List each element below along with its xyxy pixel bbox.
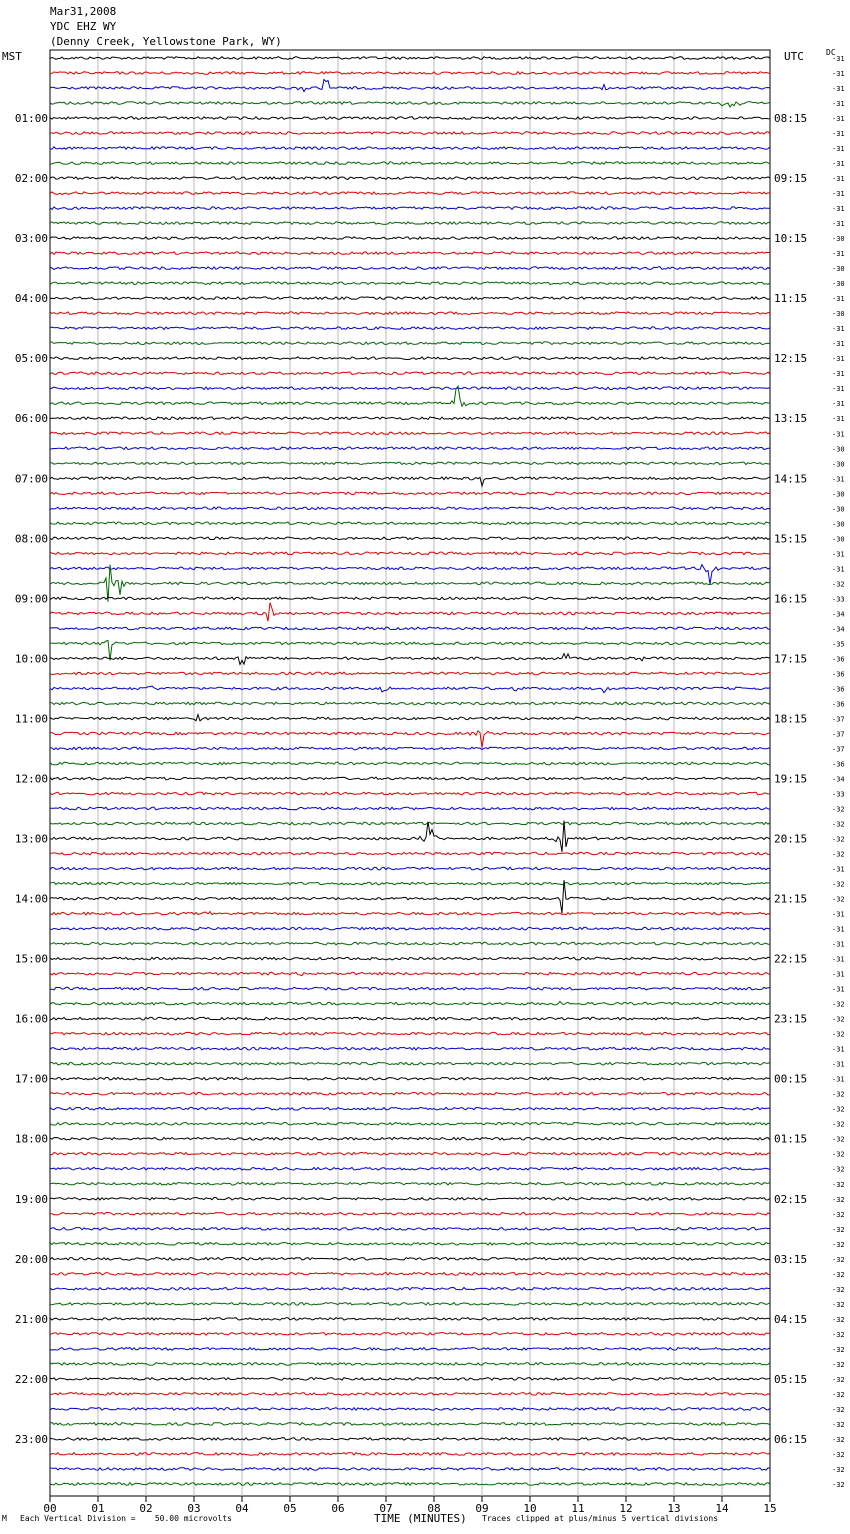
trace-line bbox=[50, 1092, 770, 1095]
dc-offset-label: -37 bbox=[832, 745, 845, 754]
dc-offset-label: -32 bbox=[832, 835, 845, 844]
trace-line bbox=[50, 177, 770, 180]
trace-line bbox=[50, 957, 770, 960]
trace-line bbox=[50, 762, 770, 765]
dc-offset-label: -30 bbox=[832, 445, 845, 454]
left-hour-label: 03:00 bbox=[14, 232, 48, 246]
dc-offset-label: -32 bbox=[832, 1300, 845, 1309]
right-hour-label: 02:15 bbox=[774, 1192, 808, 1206]
left-hour-label: 02:00 bbox=[14, 172, 48, 186]
trace-line bbox=[50, 1393, 770, 1396]
right-hour-label: 15:15 bbox=[774, 532, 808, 546]
dc-offset-label: -31 bbox=[832, 475, 845, 484]
trace-line bbox=[50, 686, 770, 693]
dc-offset-label: -32 bbox=[832, 1330, 845, 1339]
dc-offset-label: -31 bbox=[832, 250, 845, 259]
dc-offset-label: -32 bbox=[832, 1420, 845, 1429]
dc-offset-label: -31 bbox=[832, 550, 845, 559]
dc-offset-label: -31 bbox=[832, 205, 845, 214]
trace-line bbox=[50, 654, 770, 665]
dc-offset-label: -32 bbox=[832, 1465, 845, 1474]
trace-line bbox=[50, 715, 770, 721]
dc-offset-label: -31 bbox=[832, 100, 845, 109]
left-hour-label: 05:00 bbox=[14, 352, 48, 366]
trace-group bbox=[50, 57, 770, 1486]
right-hour-label: 12:15 bbox=[774, 352, 808, 366]
x-tick-label: 05 bbox=[283, 1502, 297, 1515]
dc-offset-label: -30 bbox=[832, 460, 845, 469]
dc-offset-label: -32 bbox=[832, 1180, 845, 1189]
trace-line bbox=[50, 1273, 770, 1276]
dc-offset-label: -36 bbox=[832, 760, 845, 769]
trace-line bbox=[50, 565, 770, 584]
trace-line bbox=[50, 777, 770, 780]
trace-line bbox=[50, 1168, 770, 1171]
dc-offset-label: -31 bbox=[832, 910, 845, 919]
trace-line bbox=[50, 522, 770, 525]
header-location: (Denny Creek, Yellowstone Park, WY) bbox=[50, 35, 282, 48]
dc-offset-label: -31 bbox=[832, 1060, 845, 1069]
dc-offset-label: -32 bbox=[832, 1000, 845, 1009]
trace-line bbox=[50, 852, 770, 855]
dc-offset-label: -33 bbox=[832, 790, 845, 799]
trace-line bbox=[50, 672, 770, 675]
dc-offset-label: -31 bbox=[832, 160, 845, 169]
trace-line bbox=[50, 237, 770, 240]
dc-offset-label: -31 bbox=[832, 55, 845, 63]
trace-line bbox=[50, 1318, 770, 1321]
trace-line bbox=[50, 252, 770, 255]
left-hour-label: 18:00 bbox=[14, 1132, 48, 1146]
trace-line bbox=[50, 267, 770, 270]
left-hour-label: 17:00 bbox=[14, 1072, 48, 1086]
x-tick-label: 04 bbox=[235, 1502, 249, 1515]
left-hour-label: 14:00 bbox=[14, 892, 48, 906]
left-hour-label: 06:00 bbox=[14, 412, 48, 426]
trace-line bbox=[50, 1453, 770, 1456]
dc-offset-label: -34 bbox=[832, 610, 845, 619]
left-hour-label: 11:00 bbox=[14, 712, 48, 726]
x-tick-label: 03 bbox=[187, 1502, 201, 1515]
dc-offset-label: -32 bbox=[832, 1360, 845, 1369]
dc-offset-label: -32 bbox=[832, 850, 845, 859]
dc-offset-label: -31 bbox=[832, 1075, 845, 1084]
dc-offset-label: -32 bbox=[832, 1405, 845, 1414]
trace-line bbox=[50, 132, 770, 135]
dc-offset-label: -31 bbox=[832, 325, 845, 334]
dc-offset-label: -36 bbox=[832, 655, 845, 664]
x-tick-label: 09 bbox=[475, 1502, 489, 1515]
right-hour-label: 17:15 bbox=[774, 652, 808, 666]
trace-line bbox=[50, 1047, 770, 1050]
trace-line bbox=[50, 1001, 770, 1005]
trace-line bbox=[50, 972, 770, 975]
dc-offset-label: -37 bbox=[832, 715, 845, 724]
dc-offset-label: -30 bbox=[832, 520, 845, 529]
dc-offset-label: -32 bbox=[832, 1315, 845, 1324]
trace-line bbox=[50, 867, 770, 870]
trace-line bbox=[50, 387, 770, 390]
dc-offset-label: -31 bbox=[832, 295, 845, 304]
left-hour-label: 22:00 bbox=[14, 1372, 48, 1386]
trace-line bbox=[50, 821, 770, 852]
dc-offset-label: -33 bbox=[832, 595, 845, 604]
dc-offset-label: -31 bbox=[832, 865, 845, 874]
dc-offset-label: -30 bbox=[832, 280, 845, 289]
right-hour-label: 16:15 bbox=[774, 592, 808, 606]
trace-line bbox=[50, 207, 770, 210]
trace-line bbox=[50, 1107, 770, 1110]
trace-line bbox=[50, 927, 770, 930]
trace-line bbox=[50, 1062, 770, 1065]
header-station: YDC EHZ WY bbox=[50, 20, 117, 33]
dc-offset-label: -32 bbox=[832, 1270, 845, 1279]
dc-offset-label: -32 bbox=[832, 880, 845, 889]
right-hour-label: 04:15 bbox=[774, 1312, 808, 1326]
trace-line bbox=[50, 1183, 770, 1186]
dc-offset-label: -31 bbox=[832, 220, 845, 229]
trace-line bbox=[50, 57, 770, 60]
trace-line bbox=[50, 1032, 770, 1035]
dc-offset-label: -31 bbox=[832, 1045, 845, 1054]
dc-offset-label: -30 bbox=[832, 535, 845, 544]
dc-offset-label: -34 bbox=[832, 775, 845, 784]
dc-offset-label: -31 bbox=[832, 925, 845, 934]
dc-offset-label: -30 bbox=[832, 505, 845, 514]
x-tick-label: 12 bbox=[619, 1502, 633, 1515]
clip-note: Traces clipped at plus/minus 5 vertical divisions bbox=[482, 1514, 719, 1523]
trace-line bbox=[50, 72, 770, 75]
dc-offset-label: -32 bbox=[832, 1255, 845, 1264]
dc-offset-label: -31 bbox=[832, 130, 845, 139]
dc-offset-label: -31 bbox=[832, 940, 845, 949]
dc-offset-label: -32 bbox=[832, 1435, 845, 1444]
trace-line bbox=[50, 597, 770, 600]
x-tick-label: 13 bbox=[667, 1502, 681, 1515]
dc-offset-label: -32 bbox=[832, 1240, 845, 1249]
left-hour-label: 07:00 bbox=[14, 472, 48, 486]
dc-offset-label: -31 bbox=[832, 340, 845, 349]
trace-line bbox=[50, 1333, 770, 1336]
dc-offset-label: -31 bbox=[832, 355, 845, 364]
trace-line bbox=[50, 603, 770, 622]
dc-offset-label: -31 bbox=[832, 565, 845, 574]
right-hour-label: 19:15 bbox=[774, 772, 808, 786]
trace-line bbox=[50, 447, 770, 450]
x-tick-label: 02 bbox=[139, 1502, 153, 1515]
dc-offset-label: -31 bbox=[832, 385, 845, 394]
trace-line bbox=[50, 1303, 770, 1306]
dc-offset-label: -31 bbox=[832, 70, 845, 79]
trace-line bbox=[50, 1288, 770, 1291]
x-tick-label: 06 bbox=[331, 1502, 345, 1515]
dc-offset-label: -31 bbox=[832, 370, 845, 379]
dc-offset-label: -30 bbox=[832, 235, 845, 244]
left-hour-label: 21:00 bbox=[14, 1312, 48, 1326]
dc-offset-label: -32 bbox=[832, 895, 845, 904]
trace-line bbox=[50, 1243, 770, 1246]
trace-line bbox=[50, 342, 770, 345]
trace-line bbox=[50, 147, 770, 150]
x-tick-label: 00 bbox=[43, 1502, 57, 1515]
dc-offset-label: -32 bbox=[832, 1345, 845, 1354]
left-hour-label: 08:00 bbox=[14, 532, 48, 546]
trace-line bbox=[50, 507, 770, 510]
trace-line bbox=[50, 1348, 770, 1351]
dc-offset-label: -31 bbox=[832, 415, 845, 424]
trace-line bbox=[50, 565, 770, 602]
trace-line bbox=[50, 192, 770, 195]
trace-line bbox=[50, 702, 770, 705]
x-axis-label: TIME (MINUTES) bbox=[374, 1512, 467, 1525]
trace-line bbox=[50, 462, 770, 465]
left-hour-label: 15:00 bbox=[14, 952, 48, 966]
dc-offset-label: -32 bbox=[832, 580, 845, 589]
dc-offset-label: -31 bbox=[832, 970, 845, 979]
dc-offset-label: -31 bbox=[832, 175, 845, 184]
dc-offset-label: -37 bbox=[832, 730, 845, 739]
trace-line bbox=[50, 1213, 770, 1216]
dc-offset-label: -31 bbox=[832, 115, 845, 124]
dc-offset-label: -32 bbox=[832, 1225, 845, 1234]
left-hour-label: 04:00 bbox=[14, 292, 48, 306]
dc-offset-label: -30 bbox=[832, 490, 845, 499]
right-hour-label: 11:15 bbox=[774, 292, 808, 306]
trace-line bbox=[50, 477, 770, 486]
dc-offset-label: -32 bbox=[832, 1120, 845, 1129]
dc-offset-label: -32 bbox=[832, 1390, 845, 1399]
right-hour-label: 09:15 bbox=[774, 172, 808, 186]
left-hour-label: 19:00 bbox=[14, 1192, 48, 1206]
trace-line bbox=[50, 731, 770, 748]
right-hour-label: 05:15 bbox=[774, 1372, 808, 1386]
dc-offset-label: -31 bbox=[832, 85, 845, 94]
trace-line bbox=[50, 417, 770, 420]
trace-line bbox=[50, 1152, 770, 1155]
trace-line bbox=[50, 882, 770, 885]
left-hour-label: 13:00 bbox=[14, 832, 48, 846]
x-tick-label: 07 bbox=[379, 1502, 393, 1515]
right-hour-label: 23:15 bbox=[774, 1012, 808, 1026]
x-tick-label: 14 bbox=[715, 1502, 729, 1515]
plot-frame bbox=[50, 50, 770, 1496]
trace-line bbox=[50, 1363, 770, 1366]
dc-offset-label: -32 bbox=[832, 1165, 845, 1174]
trace-line bbox=[50, 1122, 770, 1125]
trace-line bbox=[50, 372, 770, 375]
trace-line bbox=[50, 912, 770, 915]
trace-line bbox=[50, 807, 770, 810]
dc-offset-label: -30 bbox=[832, 265, 845, 274]
trace-line bbox=[50, 792, 770, 795]
dc-offset-label: -36 bbox=[832, 700, 845, 709]
right-hour-label: 21:15 bbox=[774, 892, 808, 906]
trace-line bbox=[50, 1438, 770, 1441]
dc-offset-label: -32 bbox=[832, 1105, 845, 1114]
right-hour-label: 00:15 bbox=[774, 1072, 808, 1086]
x-tick-label: 15 bbox=[763, 1502, 777, 1515]
left-hour-label: 01:00 bbox=[14, 112, 48, 126]
trace-line bbox=[50, 492, 770, 495]
right-hour-label: 08:15 bbox=[774, 112, 808, 126]
right-hour-label: 20:15 bbox=[774, 832, 808, 846]
dc-offset-label: -34 bbox=[832, 625, 845, 634]
trace-line bbox=[50, 552, 770, 555]
left-zone-label: MST bbox=[2, 50, 22, 63]
trace-line bbox=[50, 942, 770, 945]
dc-label: DC bbox=[826, 48, 836, 57]
trace-line bbox=[50, 987, 770, 990]
corner-mark: M bbox=[2, 1514, 7, 1523]
trace-line bbox=[50, 537, 770, 540]
dc-offset-label: -36 bbox=[832, 670, 845, 679]
trace-line bbox=[50, 327, 770, 330]
dc-offset-label: -32 bbox=[832, 1150, 845, 1159]
trace-line bbox=[50, 1137, 770, 1140]
dc-offset-label: -31 bbox=[832, 985, 845, 994]
dc-offset-label: -32 bbox=[832, 1030, 845, 1039]
trace-line bbox=[50, 1017, 770, 1020]
right-hour-label: 06:15 bbox=[774, 1432, 808, 1446]
trace-line bbox=[50, 1468, 770, 1471]
left-hour-label: 20:00 bbox=[14, 1252, 48, 1266]
dc-offset-label: -31 bbox=[832, 430, 845, 439]
dc-offset-label: -32 bbox=[832, 1375, 845, 1384]
left-hour-label: 16:00 bbox=[14, 1012, 48, 1026]
dc-offset-label: -36 bbox=[832, 685, 845, 694]
trace-line bbox=[50, 312, 770, 315]
trace-line bbox=[50, 432, 770, 435]
dc-offset-label: -32 bbox=[832, 1285, 845, 1294]
trace-line bbox=[50, 222, 770, 225]
trace-line bbox=[50, 162, 770, 165]
trace-line bbox=[50, 1198, 770, 1201]
scale-note: Each Vertical Division = 50.00 microvolts bbox=[20, 1514, 232, 1523]
dc-offset-label: -32 bbox=[832, 1090, 845, 1099]
trace-line bbox=[50, 80, 770, 92]
trace-line bbox=[50, 1378, 770, 1381]
left-hour-label: 23:00 bbox=[14, 1432, 48, 1446]
dc-offset-label: -32 bbox=[832, 1450, 845, 1459]
left-hour-label: 12:00 bbox=[14, 772, 48, 786]
trace-line bbox=[50, 1228, 770, 1231]
left-hour-label: 10:00 bbox=[14, 652, 48, 666]
x-tick-label: 11 bbox=[571, 1502, 585, 1515]
trace-line bbox=[50, 822, 770, 825]
header-date: Mar31,2008 bbox=[50, 5, 117, 18]
dc-offset-label: -31 bbox=[832, 145, 845, 154]
trace-line bbox=[50, 117, 770, 120]
dc-offset-label: -31 bbox=[832, 400, 845, 409]
left-hour-label: 09:00 bbox=[14, 592, 48, 606]
trace-line bbox=[50, 747, 770, 750]
dc-offset-label: -32 bbox=[832, 1015, 845, 1024]
trace-line bbox=[50, 1408, 770, 1411]
right-hour-label: 10:15 bbox=[774, 232, 808, 246]
dc-offset-label: -32 bbox=[832, 1195, 845, 1204]
dc-offset-label: -35 bbox=[832, 640, 845, 649]
right-zone-label: UTC bbox=[784, 50, 804, 63]
right-hour-label: 14:15 bbox=[774, 472, 808, 486]
trace-line bbox=[50, 1483, 770, 1486]
trace-line bbox=[50, 282, 770, 285]
right-hour-label: 03:15 bbox=[774, 1252, 808, 1266]
x-tick-label: 10 bbox=[523, 1502, 537, 1515]
right-hour-label: 01:15 bbox=[774, 1132, 808, 1146]
x-tick-label: 08 bbox=[427, 1502, 441, 1515]
right-hour-label: 18:15 bbox=[774, 712, 808, 726]
right-hour-label: 22:15 bbox=[774, 952, 808, 966]
trace-line bbox=[50, 357, 770, 360]
dc-offset-label: -32 bbox=[832, 1210, 845, 1219]
dc-offset-label: -32 bbox=[832, 820, 845, 829]
dc-offset-label: -32 bbox=[832, 1480, 845, 1489]
trace-line bbox=[50, 102, 770, 107]
trace-line bbox=[50, 627, 770, 630]
dc-offset-label: -31 bbox=[832, 190, 845, 199]
dc-offset-label: -32 bbox=[832, 1135, 845, 1144]
trace-line bbox=[50, 1077, 770, 1080]
trace-line bbox=[50, 1423, 770, 1426]
trace-line bbox=[50, 297, 770, 300]
dc-offset-label: -31 bbox=[832, 955, 845, 964]
dc-offset-label: -32 bbox=[832, 805, 845, 814]
right-hour-label: 13:15 bbox=[774, 412, 808, 426]
dc-offset-label: -30 bbox=[832, 310, 845, 319]
x-tick-label: 01 bbox=[91, 1502, 105, 1515]
trace-line bbox=[50, 1258, 770, 1261]
